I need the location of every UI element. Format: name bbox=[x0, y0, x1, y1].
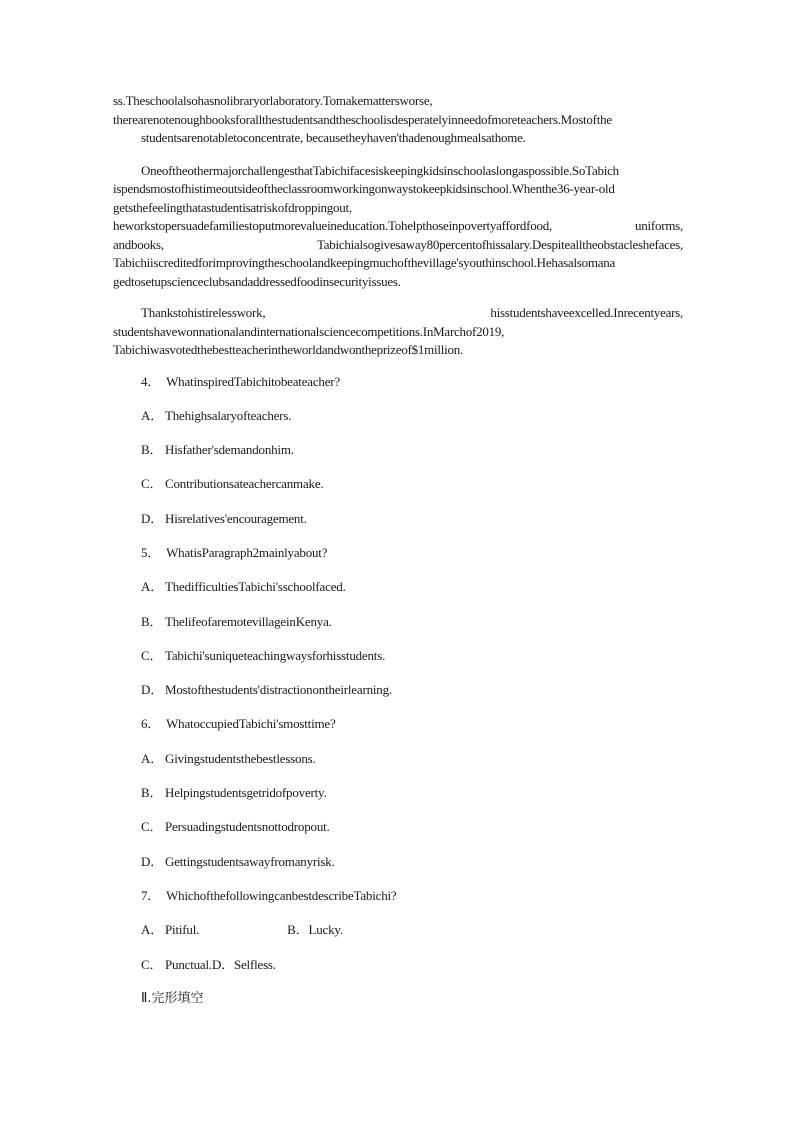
text-line: studentshavewonnationalandinternationalsciencecompetitions.InMarchof2019, bbox=[113, 323, 505, 339]
option-letter: C． bbox=[141, 476, 163, 492]
question-5 bbox=[113, 544, 683, 578]
text-line: therearenotenoughbooksforallthestudentsandtheschoolisdesperatelyinneedofmoreteachers.Mostofthe bbox=[113, 111, 612, 127]
option-letter: D． bbox=[141, 682, 163, 698]
option-b bbox=[113, 441, 683, 475]
option-d bbox=[113, 853, 683, 887]
text-segment: heworkstopersuadefamiliestoputmorevalueineducation.Tohelpthoseinpovertyaffordfood, bbox=[113, 218, 552, 233]
option-text: Pitiful. bbox=[165, 922, 200, 938]
option-letter: B． bbox=[287, 922, 309, 938]
option-row-ab bbox=[113, 921, 683, 955]
option-text: Lucky. bbox=[308, 922, 343, 938]
document-page bbox=[113, 92, 683, 1008]
question-6 bbox=[113, 715, 683, 749]
option-letter: C． bbox=[141, 647, 163, 663]
text-segment: Tabichialsogivesaway80percentofhissalary.Despitealltheobstacleshefaces, bbox=[316, 236, 683, 252]
text-segment: Thankstohistirelesswork, bbox=[141, 305, 266, 320]
option-b bbox=[113, 784, 683, 818]
text-line: Tabichiiscreditedforimprovingtheschoolandkeepingmuchofthevillage'syouthinschool.Hehasalsomana bbox=[113, 255, 616, 270]
option-text: Hisrelatives'encouragement. bbox=[165, 510, 307, 526]
option-a bbox=[113, 750, 683, 784]
option-c bbox=[113, 647, 683, 681]
option-letter: A． bbox=[141, 579, 163, 595]
option-text: Punctual. bbox=[165, 956, 212, 972]
option-text: Mostofthestudents'distractionontheirlearning. bbox=[165, 682, 392, 698]
question-number: 4． bbox=[141, 373, 161, 389]
text-line: getsthefeelingthatastudentisatriskofdroppingout, bbox=[113, 199, 352, 215]
option-c bbox=[113, 818, 683, 852]
option-d bbox=[113, 510, 683, 544]
option-text: Givingstudentsthebestlessons. bbox=[165, 750, 316, 766]
text-line: Tabichiwasvotedthebestteacherintheworldandwontheprizeof$1million. bbox=[113, 342, 463, 357]
question-text: WhatoccupiedTabichi'smosttime? bbox=[166, 716, 336, 732]
option-text: Persuadingstudentsnottodropout. bbox=[165, 819, 330, 835]
option-text: ThedifficultiesTabichi'sschoolfaced. bbox=[165, 579, 346, 595]
option-letter: C． bbox=[141, 956, 163, 972]
option-text: Thehighsalaryofteachers. bbox=[165, 407, 292, 423]
option-letter: A． bbox=[141, 922, 163, 938]
passage-paragraph-2 bbox=[113, 162, 683, 292]
text-line bbox=[113, 304, 683, 323]
option-text: Helpingstudentsgetridofpoverty. bbox=[165, 785, 327, 801]
option-a bbox=[113, 578, 683, 612]
question-text: WhatisParagraph2mainlyabout? bbox=[166, 544, 328, 560]
option-a bbox=[113, 407, 683, 441]
text-line: ss.Theschoolalsohasnolibraryorlaboratory.Tomakemattersworse, bbox=[113, 93, 433, 108]
option-row-cd bbox=[113, 956, 683, 990]
question-number: 7． bbox=[141, 887, 161, 903]
question-7 bbox=[113, 887, 683, 921]
option-text: Contributionsateachercanmake. bbox=[165, 476, 324, 492]
text-line bbox=[113, 236, 683, 255]
passage-paragraph-3 bbox=[113, 304, 683, 360]
section-heading: Ⅱ.完形填空 bbox=[141, 990, 204, 1006]
text-line bbox=[113, 217, 683, 236]
text-segment: uniforms, bbox=[635, 218, 683, 233]
question-4 bbox=[113, 373, 683, 407]
option-letter: B． bbox=[141, 613, 163, 629]
option-d bbox=[113, 681, 683, 715]
text-line: gedtosetupscienceclubsandaddressedfoodinsecurityissues. bbox=[113, 273, 401, 289]
text-segment: hisstudentshaveexcelled.Inrecentyears, bbox=[490, 305, 683, 320]
text-line: OneoftheothermajorchallengesthatTabichifacesiskeepingkidsinschoolaslongaspossible.SoTabich bbox=[141, 162, 619, 178]
option-text: ThelifeofaremotevillageinKenya. bbox=[165, 613, 332, 629]
option-letter: A． bbox=[141, 407, 163, 423]
option-b bbox=[113, 613, 683, 647]
text-segment: andbooks, bbox=[113, 236, 164, 252]
question-number: 5． bbox=[141, 544, 161, 560]
option-text: Selfless. bbox=[233, 956, 276, 972]
option-letter: D． bbox=[141, 853, 163, 869]
option-text: Tabichi'suniqueteachingwaysforhisstudents. bbox=[165, 647, 386, 663]
option-text: Gettingstudentsawayfromanyrisk. bbox=[165, 853, 335, 869]
option-letter: D． bbox=[211, 956, 234, 972]
option-letter: D． bbox=[141, 510, 163, 526]
option-c bbox=[113, 475, 683, 509]
option-letter: C． bbox=[141, 819, 163, 835]
option-letter: B． bbox=[141, 785, 163, 801]
passage-paragraph-1 bbox=[113, 92, 683, 148]
question-number: 6． bbox=[141, 716, 161, 732]
option-text: Hisfather'sdemandonhim. bbox=[165, 442, 294, 458]
question-text: WhichofthefollowingcanbestdescribeTabichi? bbox=[166, 887, 397, 903]
option-letter: B． bbox=[141, 442, 163, 458]
text-line: studentsarenotabletoconcentrate, becausetheyhaven'thadenoughmealsathome. bbox=[141, 130, 526, 145]
text-line: ispendsmostofhistimeoutsideoftheclassroomworkingonwaystokeepkidsinschool.Whenthe36-year-old bbox=[113, 181, 615, 196]
option-letter: A． bbox=[141, 750, 163, 766]
question-text: WhatinspiredTabichitobeateacher? bbox=[166, 373, 340, 389]
